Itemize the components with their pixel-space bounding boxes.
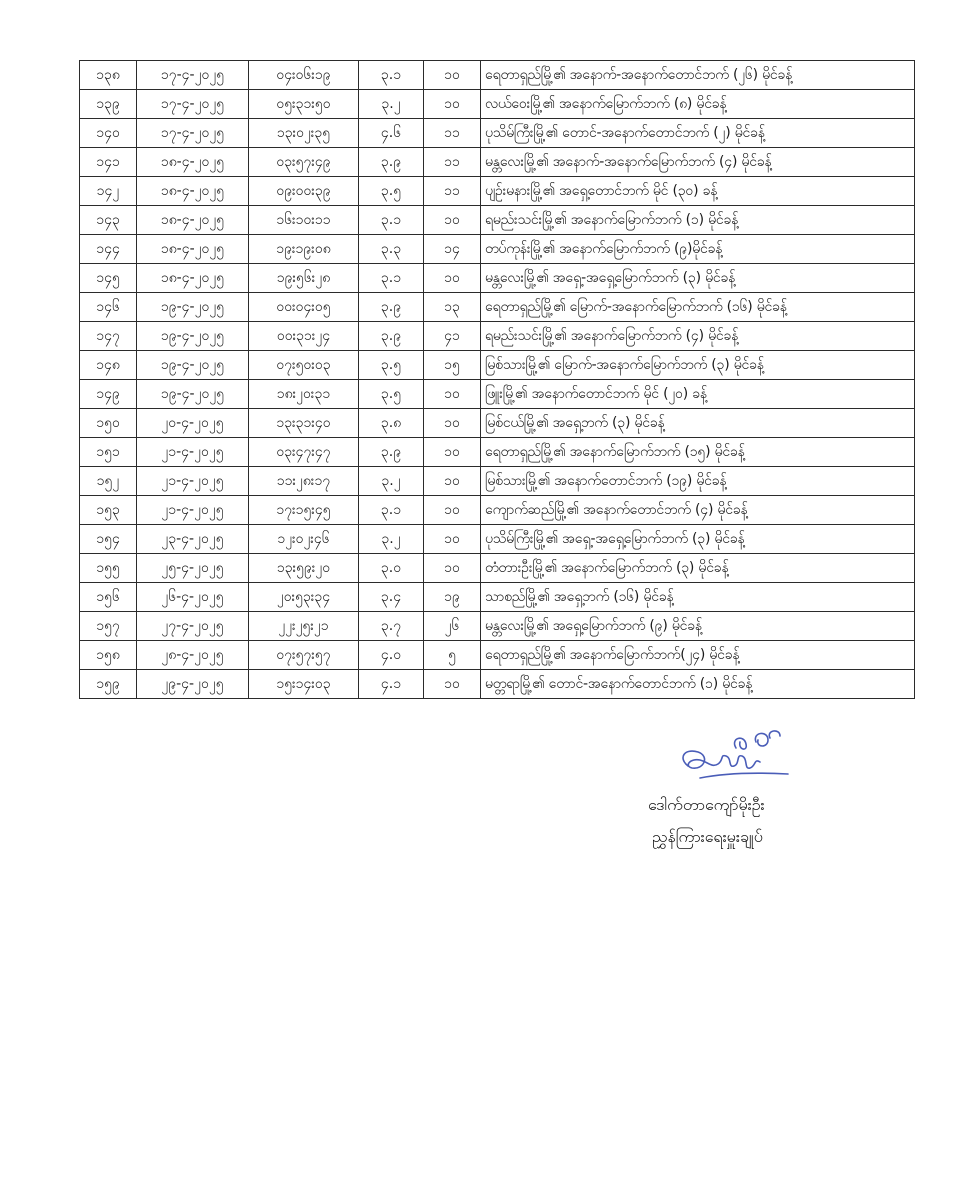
magnitude-cell: ၃.၂ [359,90,424,119]
date-cell: ၂၁-၄-၂၀၂၅ [137,467,249,496]
row-number: ၁၄၄ [80,235,137,264]
row-number: ၁၅၀ [80,409,137,438]
table-row [80,322,915,351]
depth-cell: ၁၀ [424,496,481,525]
depth-cell: ၁၀ [424,525,481,554]
depth-cell: ၁၃ [424,293,481,322]
row-number: ၁၅၂ [80,467,137,496]
row-number: ၁၄၇ [80,322,137,351]
depth-cell: ၁၀ [424,90,481,119]
location-cell: ပျဉ်းမနားမြို့၏ အရှေ့တောင်ဘက် မိုင် (၃၀) ခန့် [481,177,915,206]
row-number: ၁၄၂ [80,177,137,206]
date-cell: ၁၉-၄-၂၀၂၅ [137,351,249,380]
depth-cell: ၁၁ [424,177,481,206]
magnitude-cell: ၃.၂ [359,467,424,496]
location-cell: မန္တလေးမြို့၏ အနောက်-အနောက်မြောက်ဘက် (၄) မိုင်ခန့် [481,148,915,177]
date-cell: ၁၈-၄-၂၀၂၅ [137,177,249,206]
magnitude-cell: ၃.၅ [359,351,424,380]
magnitude-cell: ၃.၂ [359,525,424,554]
magnitude-cell: ၃.၉ [359,293,424,322]
table-row [80,264,915,293]
table-row [80,177,915,206]
location-cell: မန္တလေးမြို့၏ အရှေ့မြောက်ဘက် (၉) မိုင်ခန့် [481,612,915,641]
magnitude-cell: ၃.၉ [359,438,424,467]
location-cell: တံတားဦးမြို့၏ အနောက်မြောက်ဘက် (၃) မိုင်ခန့် [481,554,915,583]
table-row [80,583,915,612]
signature-block [600,728,880,858]
table-row [80,148,915,177]
date-cell: ၁၇-၄-၂၀၂၅ [137,90,249,119]
depth-cell: ၁၀ [424,438,481,467]
location-cell: ရမည်းသင်းမြို့၏ အနောက်မြောက်ဘက် (၄) မိုင်ခန့် [481,322,915,351]
magnitude-cell: ၃.၇ [359,612,424,641]
date-cell: ၂၆-၄-၂၀၂၅ [137,583,249,612]
date-cell: ၁၈-၄-၂၀၂၅ [137,235,249,264]
row-number: ၁၅၄ [80,525,137,554]
location-cell: ရေတာရှည်မြို့၏ အနောက်မြောက်ဘက်(၂၄) မိုင်ခန့် [481,641,915,670]
row-number: ၁၄၉ [80,380,137,409]
table-row [80,467,915,496]
date-cell: ၂၉-၄-၂၀၂၅ [137,670,249,699]
depth-cell: ၁၀ [424,554,481,583]
time-cell: ၁၈း၂၀း၃၁ [249,380,359,409]
table-row [80,409,915,438]
depth-cell: ၄၁ [424,322,481,351]
depth-cell: ၁၀ [424,264,481,293]
depth-cell: ၁၀ [424,467,481,496]
date-cell: ၁၈-၄-၂၀၂၅ [137,148,249,177]
date-cell: ၁၈-၄-၂၀၂၅ [137,206,249,235]
time-cell: ၀၀း၃၁း၂၄ [249,322,359,351]
magnitude-cell: ၃.၁ [359,264,424,293]
signer-title: ညွှန်ကြားရေးမှူးချုပ် [652,827,763,846]
time-cell: ၀၇း၅၇း၅၇ [249,641,359,670]
row-number: ၁၄၀ [80,119,137,148]
time-cell: ၀၃း၅၇း၄၉ [249,148,359,177]
table-row [80,525,915,554]
magnitude-cell: ၃.၃ [359,235,424,264]
date-cell: ၂၀-၄-၂၀၂၅ [137,409,249,438]
date-cell: ၁၉-၄-၂၀၂၅ [137,293,249,322]
table-row [80,235,915,264]
table-row [80,293,915,322]
date-cell: ၂၅-၄-၂၀၂၅ [137,554,249,583]
depth-cell: ၁၀ [424,61,481,90]
time-cell: ၂၀း၅၃း၃၄ [249,583,359,612]
time-cell: ၀၀း၀၄း၀၅ [249,293,359,322]
time-cell: ၀၇း၅၀း၀၃ [249,351,359,380]
magnitude-cell: ၃.၈ [359,409,424,438]
location-cell: ဖြူးမြို့၏ အနောက်တောင်ဘက် မိုင် (၂၀) ခန့် [481,380,915,409]
time-cell: ၁၃း၀၂း၃၅ [249,119,359,148]
table-row [80,206,915,235]
location-cell: ရေတာရှည်မြို့၏ အနောက်မြောက်ဘက် (၁၅) မိုင်ခန့် [481,438,915,467]
handwritten-signature [670,728,800,788]
location-cell: ရမည်းသင်းမြို့၏ အနောက်မြောက်ဘက် (၁) မိုင်ခန့် [481,206,915,235]
location-cell: ပုသိမ်ကြီးမြို့၏ အရှေ့-အရှေ့မြောက်ဘက် (၃) မိုင်ခန့် [481,525,915,554]
row-number: ၁၄၈ [80,351,137,380]
row-number: ၁၄၅ [80,264,137,293]
table-row [80,119,915,148]
table-row [80,61,915,90]
table-row [80,670,915,699]
depth-cell: ၂၆ [424,612,481,641]
location-cell: မန္တလေးမြို့၏ အရှေ့-အရှေ့မြောက်ဘက် (၃) မိုင်ခန့် [481,264,915,293]
time-cell: ၁၉း၅၆း၂၈ [249,264,359,293]
location-cell: ပုသိမ်ကြီးမြို့၏ တောင်-အနောက်တောင်ဘက် (၂) မိုင်ခန့် [481,119,915,148]
date-cell: ၂၁-၄-၂၀၂၅ [137,496,249,525]
signer-name: ဒေါက်တာကျော်မိုးဦး [648,795,765,814]
row-number: ၁၅၇ [80,612,137,641]
row-number: ၁၅၅ [80,554,137,583]
row-number: ၁၄၃ [80,206,137,235]
time-cell: ၀၉း၀၀း၃၉ [249,177,359,206]
table-body [80,61,915,699]
time-cell: ၀၅း၃၁း၅၀ [249,90,359,119]
time-cell: ၂၂း၂၅း၂၁ [249,612,359,641]
row-number: ၁၅၉ [80,670,137,699]
depth-cell: ၁၁ [424,148,481,177]
time-cell: ၁၉း၁၉း၀၈ [249,235,359,264]
time-cell: ၁၃း၃၁း၄၀ [249,409,359,438]
table-row [80,554,915,583]
date-cell: ၁၇-၄-၂၀၂၅ [137,61,249,90]
location-cell: မြစ်သားမြို့၏ အနောက်တောင်ဘက် (၁၉) မိုင်ခန့် [481,467,915,496]
location-cell: သာစည်မြို့၏ အရှေ့ဘက် (၁၆) မိုင်ခန့် [481,583,915,612]
location-cell: မြစ်သားမြို့၏ မြောက်-အနောက်မြောက်ဘက် (၃) မိုင်ခန့် [481,351,915,380]
location-cell: လယ်ဝေးမြို့၏ အနောက်မြောက်ဘက် (၈) မိုင်ခန့် [481,90,915,119]
table-row [80,380,915,409]
table-row [80,612,915,641]
depth-cell: ၁၀ [424,206,481,235]
magnitude-cell: ၃.၁ [359,206,424,235]
date-cell: ၂၈-၄-၂၀၂၅ [137,641,249,670]
depth-cell: ၁၉ [424,583,481,612]
time-cell: ၀၄း၀၆း၁၉ [249,61,359,90]
row-number: ၁၅၃ [80,496,137,525]
magnitude-cell: ၃.၁ [359,496,424,525]
magnitude-cell: ၄.၆ [359,119,424,148]
location-cell: မြစ်ငယ်မြို့၏ အရှေ့ဘက် (၃) မိုင်ခန့် [481,409,915,438]
date-cell: ၁၈-၄-၂၀၂၅ [137,264,249,293]
date-cell: ၁၉-၄-၂၀၂၅ [137,380,249,409]
row-number: ၁၅၁ [80,438,137,467]
depth-cell: ၁၁ [424,119,481,148]
magnitude-cell: ၃.၉ [359,322,424,351]
date-cell: ၂၁-၄-၂၀၂၅ [137,438,249,467]
row-number: ၁၅၈ [80,641,137,670]
depth-cell: ၁၀ [424,409,481,438]
time-cell: ၀၃း၄၇း၄၇ [249,438,359,467]
magnitude-cell: ၃.၄ [359,583,424,612]
magnitude-cell: ၃.၀ [359,554,424,583]
depth-cell: ၁၅ [424,351,481,380]
location-cell: ကျောက်ဆည်မြို့၏ အနောက်တောင်ဘက် (၄) မိုင်ခန့် [481,496,915,525]
date-cell: ၂၃-၄-၂၀၂၅ [137,525,249,554]
depth-cell: ၁၀ [424,670,481,699]
magnitude-cell: ၃.၉ [359,148,424,177]
earthquake-table [79,60,915,699]
time-cell: ၁၁း၂၈း၁၇ [249,467,359,496]
row-number: ၁၄၁ [80,148,137,177]
time-cell: ၁၂း၀၂း၄၆ [249,525,359,554]
table-row [80,496,915,525]
location-cell: တပ်ကုန်းမြို့၏ အနောက်မြောက်ဘက် (၉)မိုင်ခန့် [481,235,915,264]
table-row [80,641,915,670]
row-number: ၁၃၉ [80,90,137,119]
magnitude-cell: ၄.၁ [359,670,424,699]
time-cell: ၁၃း၅၉း၂၀ [249,554,359,583]
time-cell: ၁၇း၁၅း၄၅ [249,496,359,525]
table-row [80,438,915,467]
depth-cell: ၁၄ [424,235,481,264]
date-cell: ၂၇-၄-၂၀၂၅ [137,612,249,641]
magnitude-cell: ၃.၅ [359,380,424,409]
magnitude-cell: ၃.၅ [359,177,424,206]
depth-cell: ၁၀ [424,380,481,409]
row-number: ၁၅၆ [80,583,137,612]
location-cell: ရေတာရှည်မြို့၏ အနောက်-အနောက်တောင်ဘက် (၂၆) မိုင်ခန့် [481,61,915,90]
row-number: ၁၃၈ [80,61,137,90]
magnitude-cell: ၃.၁ [359,61,424,90]
row-number: ၁၄၆ [80,293,137,322]
location-cell: ရေတာရှည်မြို့၏ မြောက်-အနောက်မြောက်ဘက် (၁၆) မိုင်ခန့် [481,293,915,322]
table-row [80,90,915,119]
date-cell: ၁၉-၄-၂၀၂၅ [137,322,249,351]
time-cell: ၁၆း၁၀း၁၁ [249,206,359,235]
depth-cell: ၅ [424,641,481,670]
location-cell: မတ္တရာမြို့၏ တောင်-အနောက်တောင်ဘက် (၁) မိုင်ခန့် [481,670,915,699]
date-cell: ၁၇-၄-၂၀၂၅ [137,119,249,148]
time-cell: ၁၅း၁၄း၀၃ [249,670,359,699]
magnitude-cell: ၄.၀ [359,641,424,670]
table-row [80,351,915,380]
